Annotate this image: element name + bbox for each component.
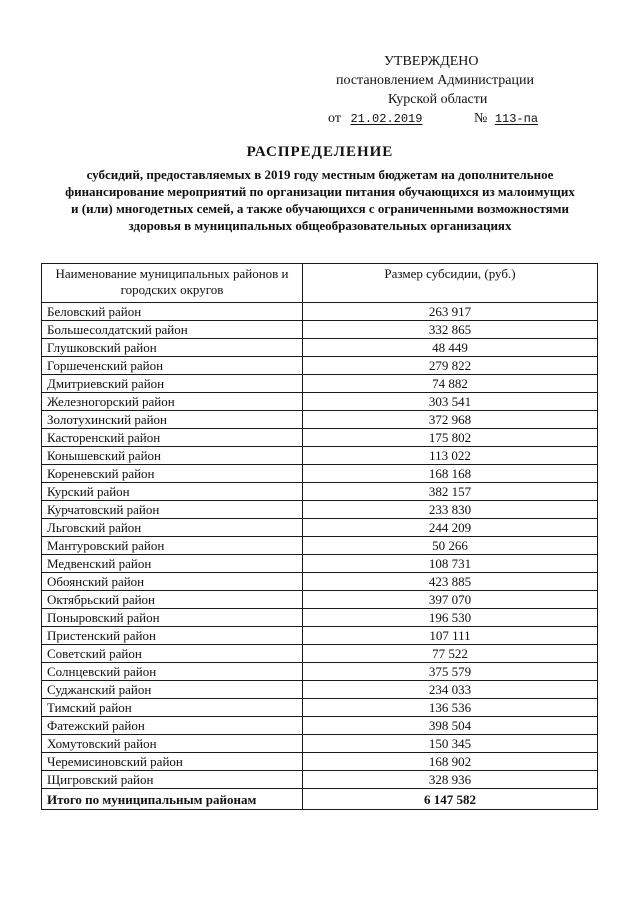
subsidy-amount: 397 070 — [303, 591, 598, 609]
district-name: Горшеченский район — [42, 357, 303, 375]
district-name: Обоянский район — [42, 573, 303, 591]
subsidy-amount: 150 345 — [303, 735, 598, 753]
subsidy-amount: 303 541 — [303, 393, 598, 411]
table-row — [42, 429, 598, 447]
subsidy-amount: 175 802 — [303, 429, 598, 447]
approval-number: 113-па — [494, 112, 539, 126]
subsidy-amount: 332 865 — [303, 321, 598, 339]
table-row — [42, 447, 598, 465]
table-row — [42, 339, 598, 357]
subsidy-amount: 168 902 — [303, 753, 598, 771]
subsidy-amount: 108 731 — [303, 555, 598, 573]
subsidy-amount: 168 168 — [303, 465, 598, 483]
table-row — [42, 663, 598, 681]
table-row — [42, 303, 598, 321]
approval-authority: постановлением Администрации — [336, 73, 534, 88]
subsidy-table — [41, 263, 598, 810]
table-row — [42, 645, 598, 663]
district-name: Хомутовский район — [42, 735, 303, 753]
table-row — [42, 393, 598, 411]
district-name: Фатежский район — [42, 717, 303, 735]
from-label: от — [328, 111, 341, 126]
table-row — [42, 321, 598, 339]
table-row — [42, 357, 598, 375]
subsidy-amount: 375 579 — [303, 663, 598, 681]
table-row — [42, 717, 598, 735]
approval-region: Курской области — [388, 92, 488, 107]
document-title: РАСПРЕДЕЛЕНИЕ — [246, 144, 394, 160]
subsidy-amount: 263 917 — [303, 303, 598, 321]
table-header-row — [42, 264, 598, 303]
district-name: Большесолдатский район — [42, 321, 303, 339]
subsidy-amount: 244 209 — [303, 519, 598, 537]
approval-stamp — [328, 52, 598, 129]
district-name: Беловский район — [42, 303, 303, 321]
column-header-name: Наименование муниципальных районов и городских округов — [42, 264, 303, 303]
table-row — [42, 699, 598, 717]
subsidy-amount: 48 449 — [303, 339, 598, 357]
district-name: Кореневский район — [42, 465, 303, 483]
subsidy-amount: 279 822 — [303, 357, 598, 375]
district-name: Пристенский район — [42, 627, 303, 645]
table-row — [42, 573, 598, 591]
subsidy-amount: 398 504 — [303, 717, 598, 735]
subsidy-amount: 372 968 — [303, 411, 598, 429]
approval-date: 21.02.2019 — [350, 112, 423, 126]
column-header-amount: Размер субсидии, (руб.) — [303, 264, 598, 303]
district-name: Дмитриевский район — [42, 375, 303, 393]
table-row — [42, 465, 598, 483]
subsidy-amount: 382 157 — [303, 483, 598, 501]
district-name: Медвенский район — [42, 555, 303, 573]
total-label: Итого по муниципальным районам — [42, 789, 303, 810]
district-name: Щигровский район — [42, 771, 303, 789]
approval-heading: УТВЕРЖДЕНО — [384, 54, 479, 69]
district-name: Курский район — [42, 483, 303, 501]
district-name: Курчатовский район — [42, 501, 303, 519]
subsidy-amount: 196 530 — [303, 609, 598, 627]
table-row — [42, 681, 598, 699]
district-name: Конышевский район — [42, 447, 303, 465]
subsidy-amount: 328 936 — [303, 771, 598, 789]
subsidy-amount: 136 536 — [303, 699, 598, 717]
district-name: Солнцевский район — [42, 663, 303, 681]
table-row — [42, 375, 598, 393]
subsidy-amount: 50 266 — [303, 537, 598, 555]
district-name: Железногорский район — [42, 393, 303, 411]
table-row — [42, 609, 598, 627]
subsidy-amount: 234 033 — [303, 681, 598, 699]
subsidy-amount: 233 830 — [303, 501, 598, 519]
district-name: Тимский район — [42, 699, 303, 717]
table-row — [42, 501, 598, 519]
district-name: Советский район — [42, 645, 303, 663]
district-name: Суджанский район — [42, 681, 303, 699]
table-row — [42, 411, 598, 429]
table-row — [42, 555, 598, 573]
table-row — [42, 591, 598, 609]
district-name: Касторенский район — [42, 429, 303, 447]
table-row — [42, 771, 598, 789]
number-label: № — [473, 111, 488, 126]
district-name: Льговский район — [42, 519, 303, 537]
table-row — [42, 519, 598, 537]
subsidy-amount: 113 022 — [303, 447, 598, 465]
subsidy-amount: 74 882 — [303, 375, 598, 393]
district-name: Поныровский район — [42, 609, 303, 627]
district-name: Черемисиновский район — [42, 753, 303, 771]
total-row — [42, 789, 598, 810]
table-row — [42, 735, 598, 753]
subsidy-amount: 77 522 — [303, 645, 598, 663]
table-row — [42, 483, 598, 501]
subsidy-amount: 423 885 — [303, 573, 598, 591]
document-subtitle: субсидий, предоставляемых в 2019 году местным бюджетам на дополнительное финансирование мероприятий по организации питания обучающихся из малоимущих и (или) многодетных семей, а также обучающихся с ограниченными возможностями здоровья в муниципальных общеобразовательных организациях — [65, 167, 575, 233]
table-row — [42, 753, 598, 771]
district-name: Октябрьский район — [42, 591, 303, 609]
table-row — [42, 627, 598, 645]
subsidy-amount: 107 111 — [303, 627, 598, 645]
district-name: Глушковский район — [42, 339, 303, 357]
table-row — [42, 537, 598, 555]
district-name: Золотухинский район — [42, 411, 303, 429]
total-amount: 6 147 582 — [303, 789, 598, 810]
approval-date-number — [328, 109, 598, 129]
district-name: Мантуровский район — [42, 537, 303, 555]
